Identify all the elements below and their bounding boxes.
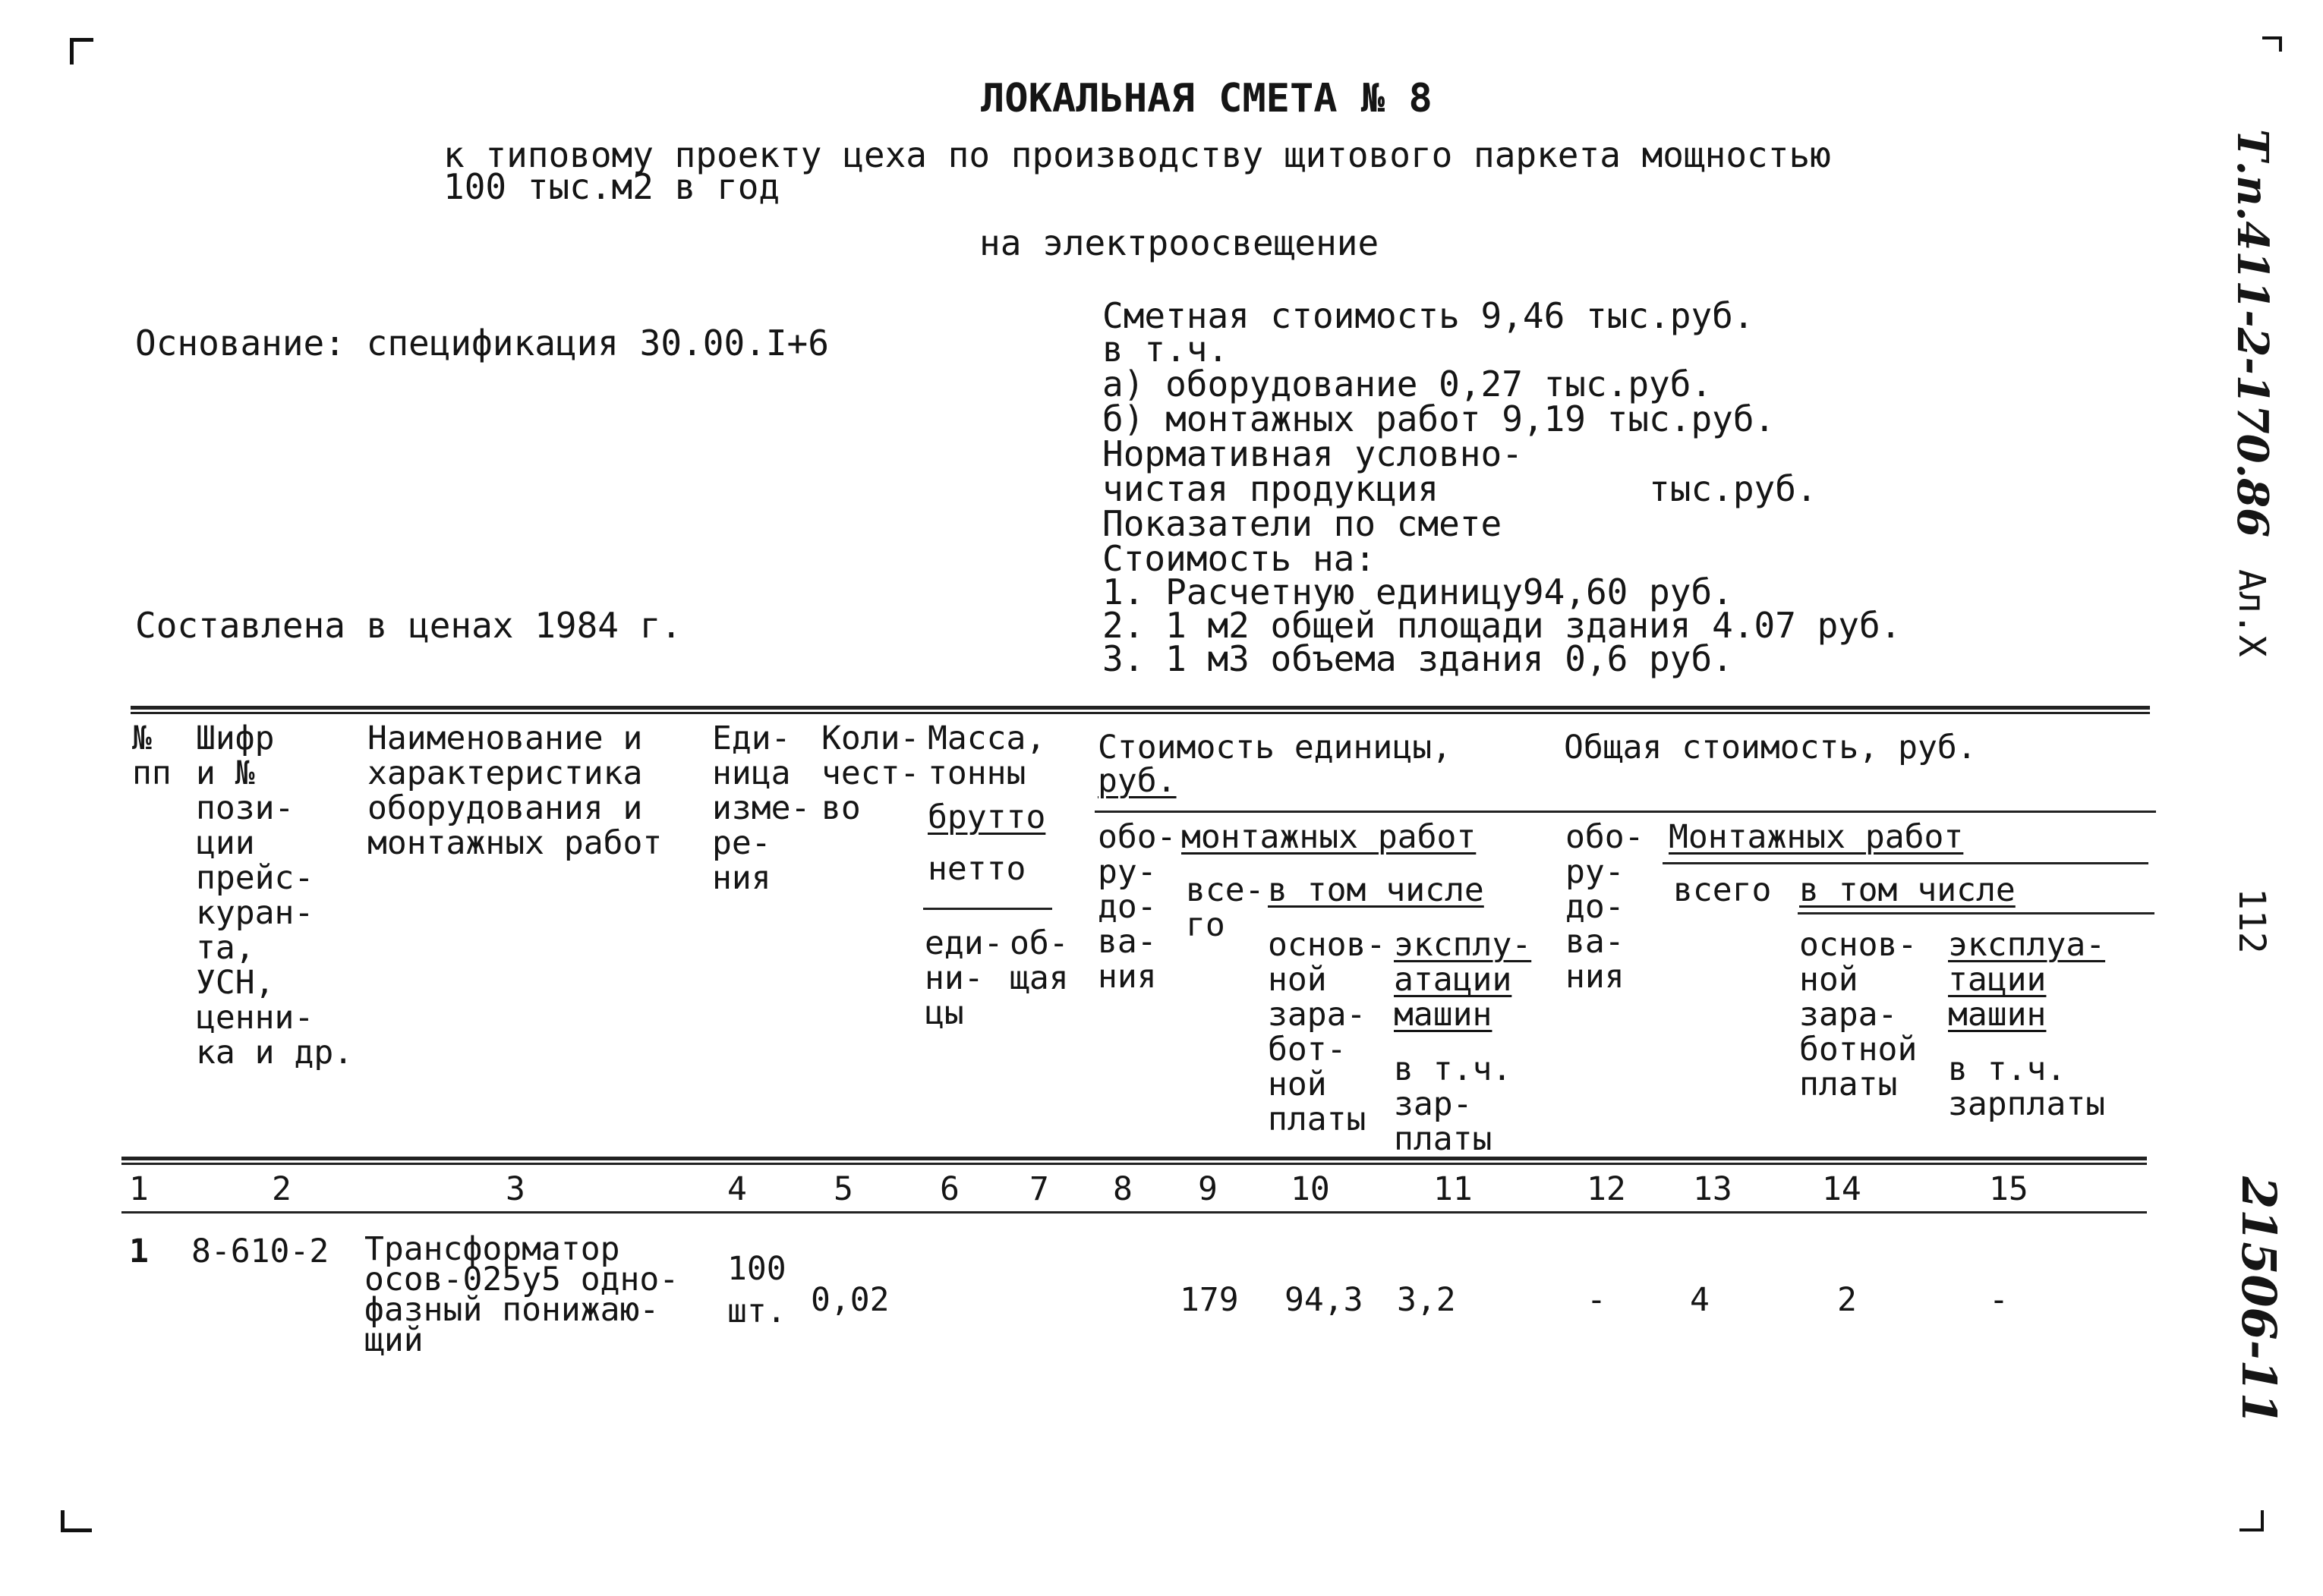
row-num: 1 <box>129 1232 149 1270</box>
margin-page-number: 112 <box>2230 888 2273 954</box>
netto-underline <box>923 908 1052 910</box>
column-number: 5 <box>834 1170 853 1208</box>
row-qty: 0,02 <box>811 1281 890 1319</box>
incl-underline <box>1798 912 2154 914</box>
header-mass-total: об- щая <box>1010 924 1069 997</box>
column-number: 10 <box>1291 1170 1330 1208</box>
header-total-incl: в том числе <box>1799 871 2016 909</box>
header-total-machines: эксплуа- тации машин <box>1948 926 2106 1034</box>
cost-line: Показатели по смете <box>1102 503 1502 544</box>
document-title: ЛОКАЛЬНАЯ СМЕТА № 8 <box>981 76 1433 121</box>
header-total-base-pay: основ- ной зара- ботной платы <box>1799 926 1918 1103</box>
header-machines: эксплу- атации машин <box>1394 926 1532 1034</box>
header-total-all: всего <box>1673 871 1772 909</box>
header-mass-brutto: брутто <box>928 798 1046 836</box>
cost-line: 2. 1 м2 общей площади здания 4.07 руб. <box>1102 605 1902 646</box>
header-machines-pay: в т.ч. зар- платы <box>1394 1050 1512 1158</box>
col-number-rule <box>121 1211 2147 1214</box>
row-unit: 100 шт. <box>727 1250 786 1330</box>
basis-line: Основание: спецификация 30.00.I+6 <box>135 323 829 364</box>
header-install-incl: в том числе <box>1268 871 1484 909</box>
crop-mark-top-right <box>2262 36 2282 52</box>
header-num: № пп <box>132 719 172 792</box>
row-total-machines: - <box>1989 1281 2009 1319</box>
column-number: 1 <box>129 1170 149 1208</box>
column-number: 12 <box>1587 1170 1626 1208</box>
header-bottom-rule-2 <box>121 1163 2147 1165</box>
header-name: Наименование и характеристика оборудования и монтажных работ <box>367 719 663 862</box>
row-unit-machines: 3,2 <box>1397 1281 1456 1319</box>
crop-mark-top-left <box>70 38 93 65</box>
unit-cost-underline <box>1095 811 2156 813</box>
header-qty: Коли- чест- во <box>821 719 920 827</box>
cost-line: Нормативная условно- <box>1102 433 1523 474</box>
header-base-pay: основ- ной зара- бот- ной платы <box>1268 926 1386 1138</box>
margin-project-code: Т.п.411-2-170.86 <box>2227 129 2277 538</box>
subtitle-line-1: к типовому проекту цеха по производству щитового паркета мощностью <box>443 134 1831 175</box>
row-unit-base-pay: 94,3 <box>1284 1281 1363 1319</box>
row-total-install: 4 <box>1690 1281 1710 1319</box>
header-unit: Еди- ница изме- ре- ния <box>712 719 811 897</box>
crop-mark-bottom-right <box>2239 1510 2264 1531</box>
header-total-machines-pay: в т.ч. зарплаты <box>1948 1050 2106 1123</box>
row-total-base-pay: 2 <box>1837 1281 1857 1319</box>
column-number: 9 <box>1198 1170 1218 1208</box>
cost-line: Сметная стоимость 9,46 тыс.руб. <box>1102 295 1754 336</box>
header-total-equipment: обо- ру- до- ва- ния <box>1565 818 1644 996</box>
column-number: 7 <box>1029 1170 1049 1208</box>
margin-inventory-number: 21506-11 <box>2231 1176 2287 1425</box>
cost-line: а) оборудование 0,27 тыс.руб. <box>1102 364 1713 405</box>
column-number: 4 <box>727 1170 747 1208</box>
column-number: 8 <box>1113 1170 1133 1208</box>
cost-line: чистая продукция тыс.руб. <box>1102 468 1817 509</box>
header-install-all: все- го <box>1186 871 1265 944</box>
header-code: Шифр и № пози- ции прейс- куран- та, УСН, ценни- ка и др. <box>196 719 354 1072</box>
column-number: 15 <box>1989 1170 2028 1208</box>
header-unit-cost: Стоимость единицы, <box>1098 729 1451 767</box>
crop-mark-bottom-left <box>61 1510 92 1532</box>
header-installation: монтажных работ <box>1181 818 1477 856</box>
cost-line: б) монтажных работ 9,19 тыс.руб. <box>1102 398 1776 439</box>
row-unit-install-total: 179 <box>1180 1281 1239 1319</box>
header-total-installation: Монтажных работ <box>1669 818 1964 856</box>
header-total-cost: Общая стоимость, руб. <box>1564 729 1977 767</box>
row-code: 8-610-2 <box>191 1232 329 1270</box>
prices-line: Составлена в ценах 1984 г. <box>135 605 682 646</box>
column-number: 6 <box>940 1170 960 1208</box>
install-underline <box>1663 862 2148 864</box>
table-top-rule <box>131 706 2150 710</box>
subject-line: на электроосвещение <box>979 222 1379 263</box>
row-total-equipment: - <box>1587 1281 1606 1319</box>
header-unit-cost-rub: руб. <box>1098 762 1177 800</box>
column-number: 2 <box>272 1170 292 1208</box>
row-name: Трансформатор осов-025у5 одно- фазный понижаю- щий <box>364 1230 679 1359</box>
cost-line: 3. 1 м3 объема здания 0,6 руб. <box>1102 638 1733 679</box>
column-number: 11 <box>1433 1170 1473 1208</box>
header-mass-netto: нетто <box>928 850 1026 888</box>
cost-line: 1. Расчетную единицу94,60 руб. <box>1102 571 1733 612</box>
subtitle-line-2: 100 тыс.м2 в год <box>443 166 780 207</box>
cost-line: в т.ч. <box>1102 329 1229 370</box>
header-equipment: обо- ру- до- ва- ния <box>1098 818 1177 996</box>
header-mass-unit: еди- ни- цы <box>925 924 1004 1032</box>
column-number: 3 <box>506 1170 525 1208</box>
table-top-rule-2 <box>131 712 2150 714</box>
column-number: 13 <box>1693 1170 1732 1208</box>
cost-line: Стоимость на: <box>1102 538 1376 579</box>
column-number: 14 <box>1822 1170 1861 1208</box>
header-mass: Масса, тонны <box>928 719 1046 792</box>
margin-album: Ал.Х <box>2230 569 2273 657</box>
header-bottom-rule <box>121 1157 2147 1160</box>
